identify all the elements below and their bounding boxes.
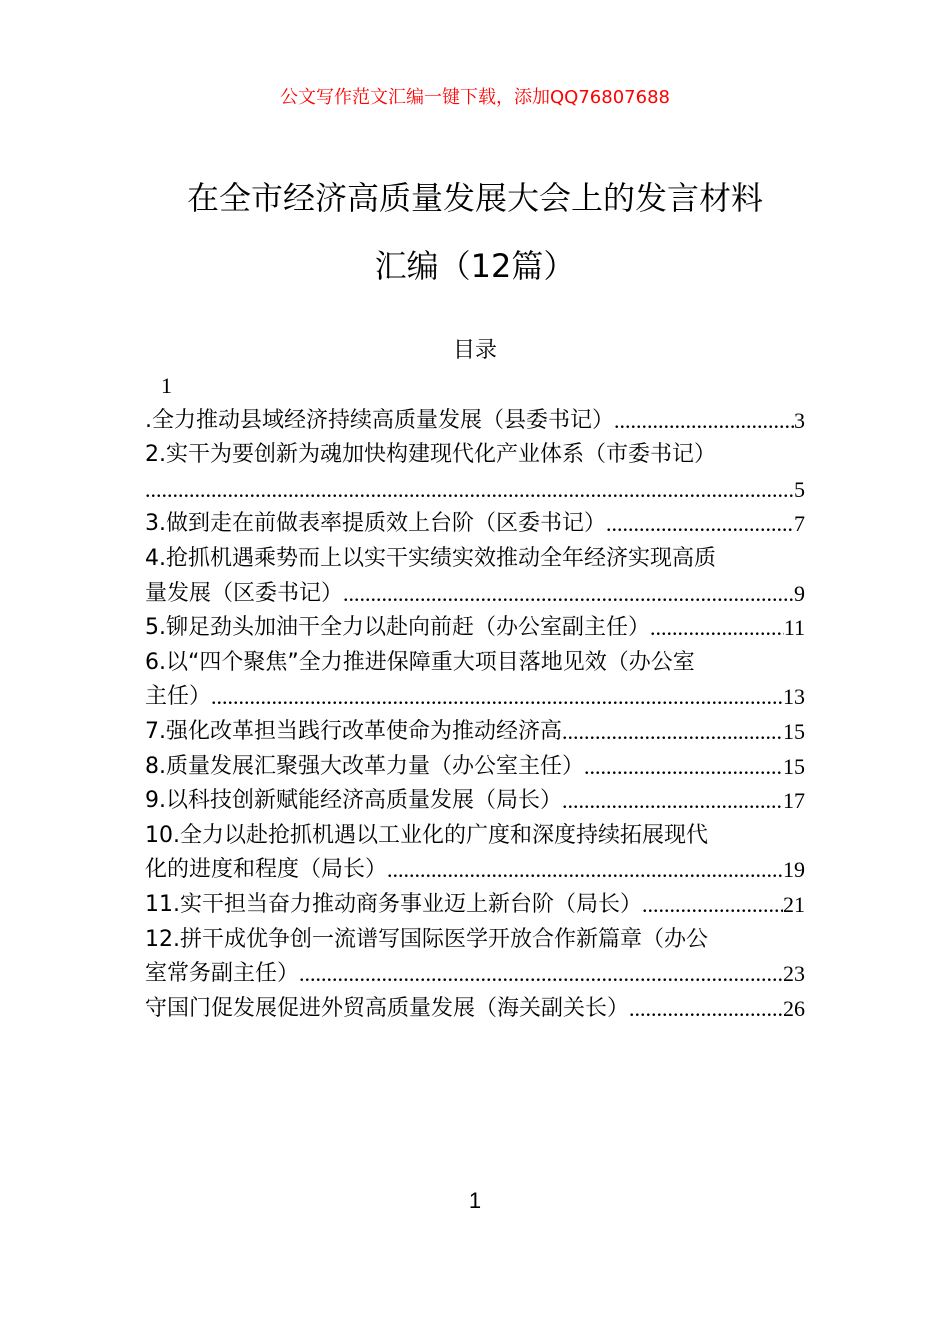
toc-leader-dots (145, 473, 794, 508)
toc-entry-10-text-a: 10.全力以赴抢抓机遇以工业化的广度和深度持续拓展现代 (145, 822, 708, 848)
toc-entry-1-text: .全力推动县域经济持续高质量发展（县委书记） (145, 407, 614, 433)
toc-entry-5-page: 11 (783, 615, 805, 641)
toc-entry-5-text: 5.铆足劲头加油干全力以赴向前赶（办公室副主任） (145, 615, 650, 641)
toc-entry-12-text-b: 室常务副主任） (145, 961, 300, 987)
toc-entry-11[interactable] (145, 888, 805, 923)
toc-entry-8[interactable] (145, 750, 805, 785)
table-of-contents (145, 369, 805, 1026)
toc-leader-dots (343, 577, 794, 612)
toc-entry-10-title-line[interactable] (145, 819, 805, 854)
toc-entry-4-page: 9 (794, 580, 805, 606)
toc-entry-12-title-line[interactable] (145, 923, 805, 958)
toc-entry-10-text-b: 化的进度和程度（局长） (145, 857, 388, 883)
toc-entry-8-text: 8.质量发展汇聚强大改革力量（办公室主任） (145, 753, 584, 779)
toc-entry-6-title-line[interactable] (145, 646, 805, 681)
toc-leader-dots (211, 680, 783, 715)
toc-entry-1[interactable] (145, 404, 805, 439)
toc-entry-1-number-line (145, 369, 805, 404)
toc-entry-11-page: 21 (783, 891, 805, 917)
toc-entry-6-page: 13 (783, 684, 805, 710)
document-title-line-1: 在全市经济高质量发展大会上的发言材料 (186, 179, 763, 217)
toc-leader-dots (584, 750, 783, 785)
toc-entry-2-title-line[interactable] (145, 438, 805, 473)
toc-leader-dots (387, 853, 783, 888)
toc-entry-10-page-line[interactable] (145, 853, 805, 888)
toc-entry-12-text-a: 12.拼干成优争创一流谱写国际医学开放合作新篇章（办公 (145, 926, 708, 952)
toc-leader-dots (562, 715, 783, 750)
toc-entry-3-page: 7 (794, 511, 805, 537)
toc-entry-12-page-line[interactable] (145, 957, 805, 992)
toc-entry-13-page: 26 (783, 995, 805, 1021)
toc-entry-5[interactable] (145, 611, 805, 646)
toc-entry-11-text: 11.实干担当奋力推动商务事业迈上新台阶（局长） (145, 891, 642, 917)
toc-entry-1-number: 1 (161, 373, 172, 398)
toc-leader-dots (650, 611, 784, 646)
toc-entry-2-page: 5 (794, 476, 805, 502)
toc-entry-10-page: 19 (783, 857, 805, 883)
toc-entry-4-text-a: 4.抢抓机遇乘势而上以实干实绩实效推动全年经济实现高质 (145, 545, 716, 571)
toc-entry-9[interactable] (145, 784, 805, 819)
toc-leader-dots (606, 507, 794, 542)
toc-entry-2-text: 2.实干为要创新为魂加快构建现代化产业体系（市委书记） (145, 442, 716, 468)
toc-entry-7-page: 15 (783, 718, 805, 744)
toc-leader-dots (614, 404, 794, 439)
document-title-line-2: 汇编（12篇） (374, 247, 576, 285)
toc-entry-8-page: 15 (783, 753, 805, 779)
toc-entry-2-page-line[interactable] (145, 473, 805, 508)
header-note: 公文写作范文汇编一键下载，添加QQ76807688 (280, 87, 670, 108)
toc-entry-7[interactable] (145, 715, 805, 750)
toc-heading: 目录 (452, 338, 497, 363)
toc-entry-6-text-b: 主任） (145, 684, 212, 710)
toc-entry-13[interactable] (145, 992, 805, 1027)
toc-leader-dots (562, 784, 783, 819)
toc-entry-4-page-line[interactable] (145, 577, 805, 612)
toc-entry-6-text-a: 6.以“四个聚焦”全力推进保障重大项目落地见效（办公室 (145, 649, 695, 675)
toc-entry-13-text: 守国门促发展促进外贸高质量发展（海关副关长） (145, 995, 630, 1021)
toc-entry-12-page: 23 (783, 961, 805, 987)
toc-entry-9-page: 17 (783, 788, 805, 814)
toc-entry-6-page-line[interactable] (145, 680, 805, 715)
toc-leader-dots (642, 888, 783, 923)
toc-leader-dots (629, 992, 783, 1027)
page-number: 1 (468, 1188, 482, 1213)
toc-entry-4-title-line[interactable] (145, 542, 805, 577)
toc-entry-4-text-b: 量发展（区委书记） (145, 580, 344, 606)
toc-entry-3-text: 3.做到走在前做表率提质效上台阶（区委书记） (145, 511, 606, 537)
toc-entry-1-page: 3 (794, 407, 805, 433)
toc-entry-7-text: 7.强化改革担当践行改革使命为推动经济高 (145, 718, 562, 744)
toc-entry-9-text: 9.以科技创新赋能经济高质量发展（局长） (145, 788, 562, 814)
toc-leader-dots (299, 957, 783, 992)
toc-entry-3[interactable] (145, 507, 805, 542)
